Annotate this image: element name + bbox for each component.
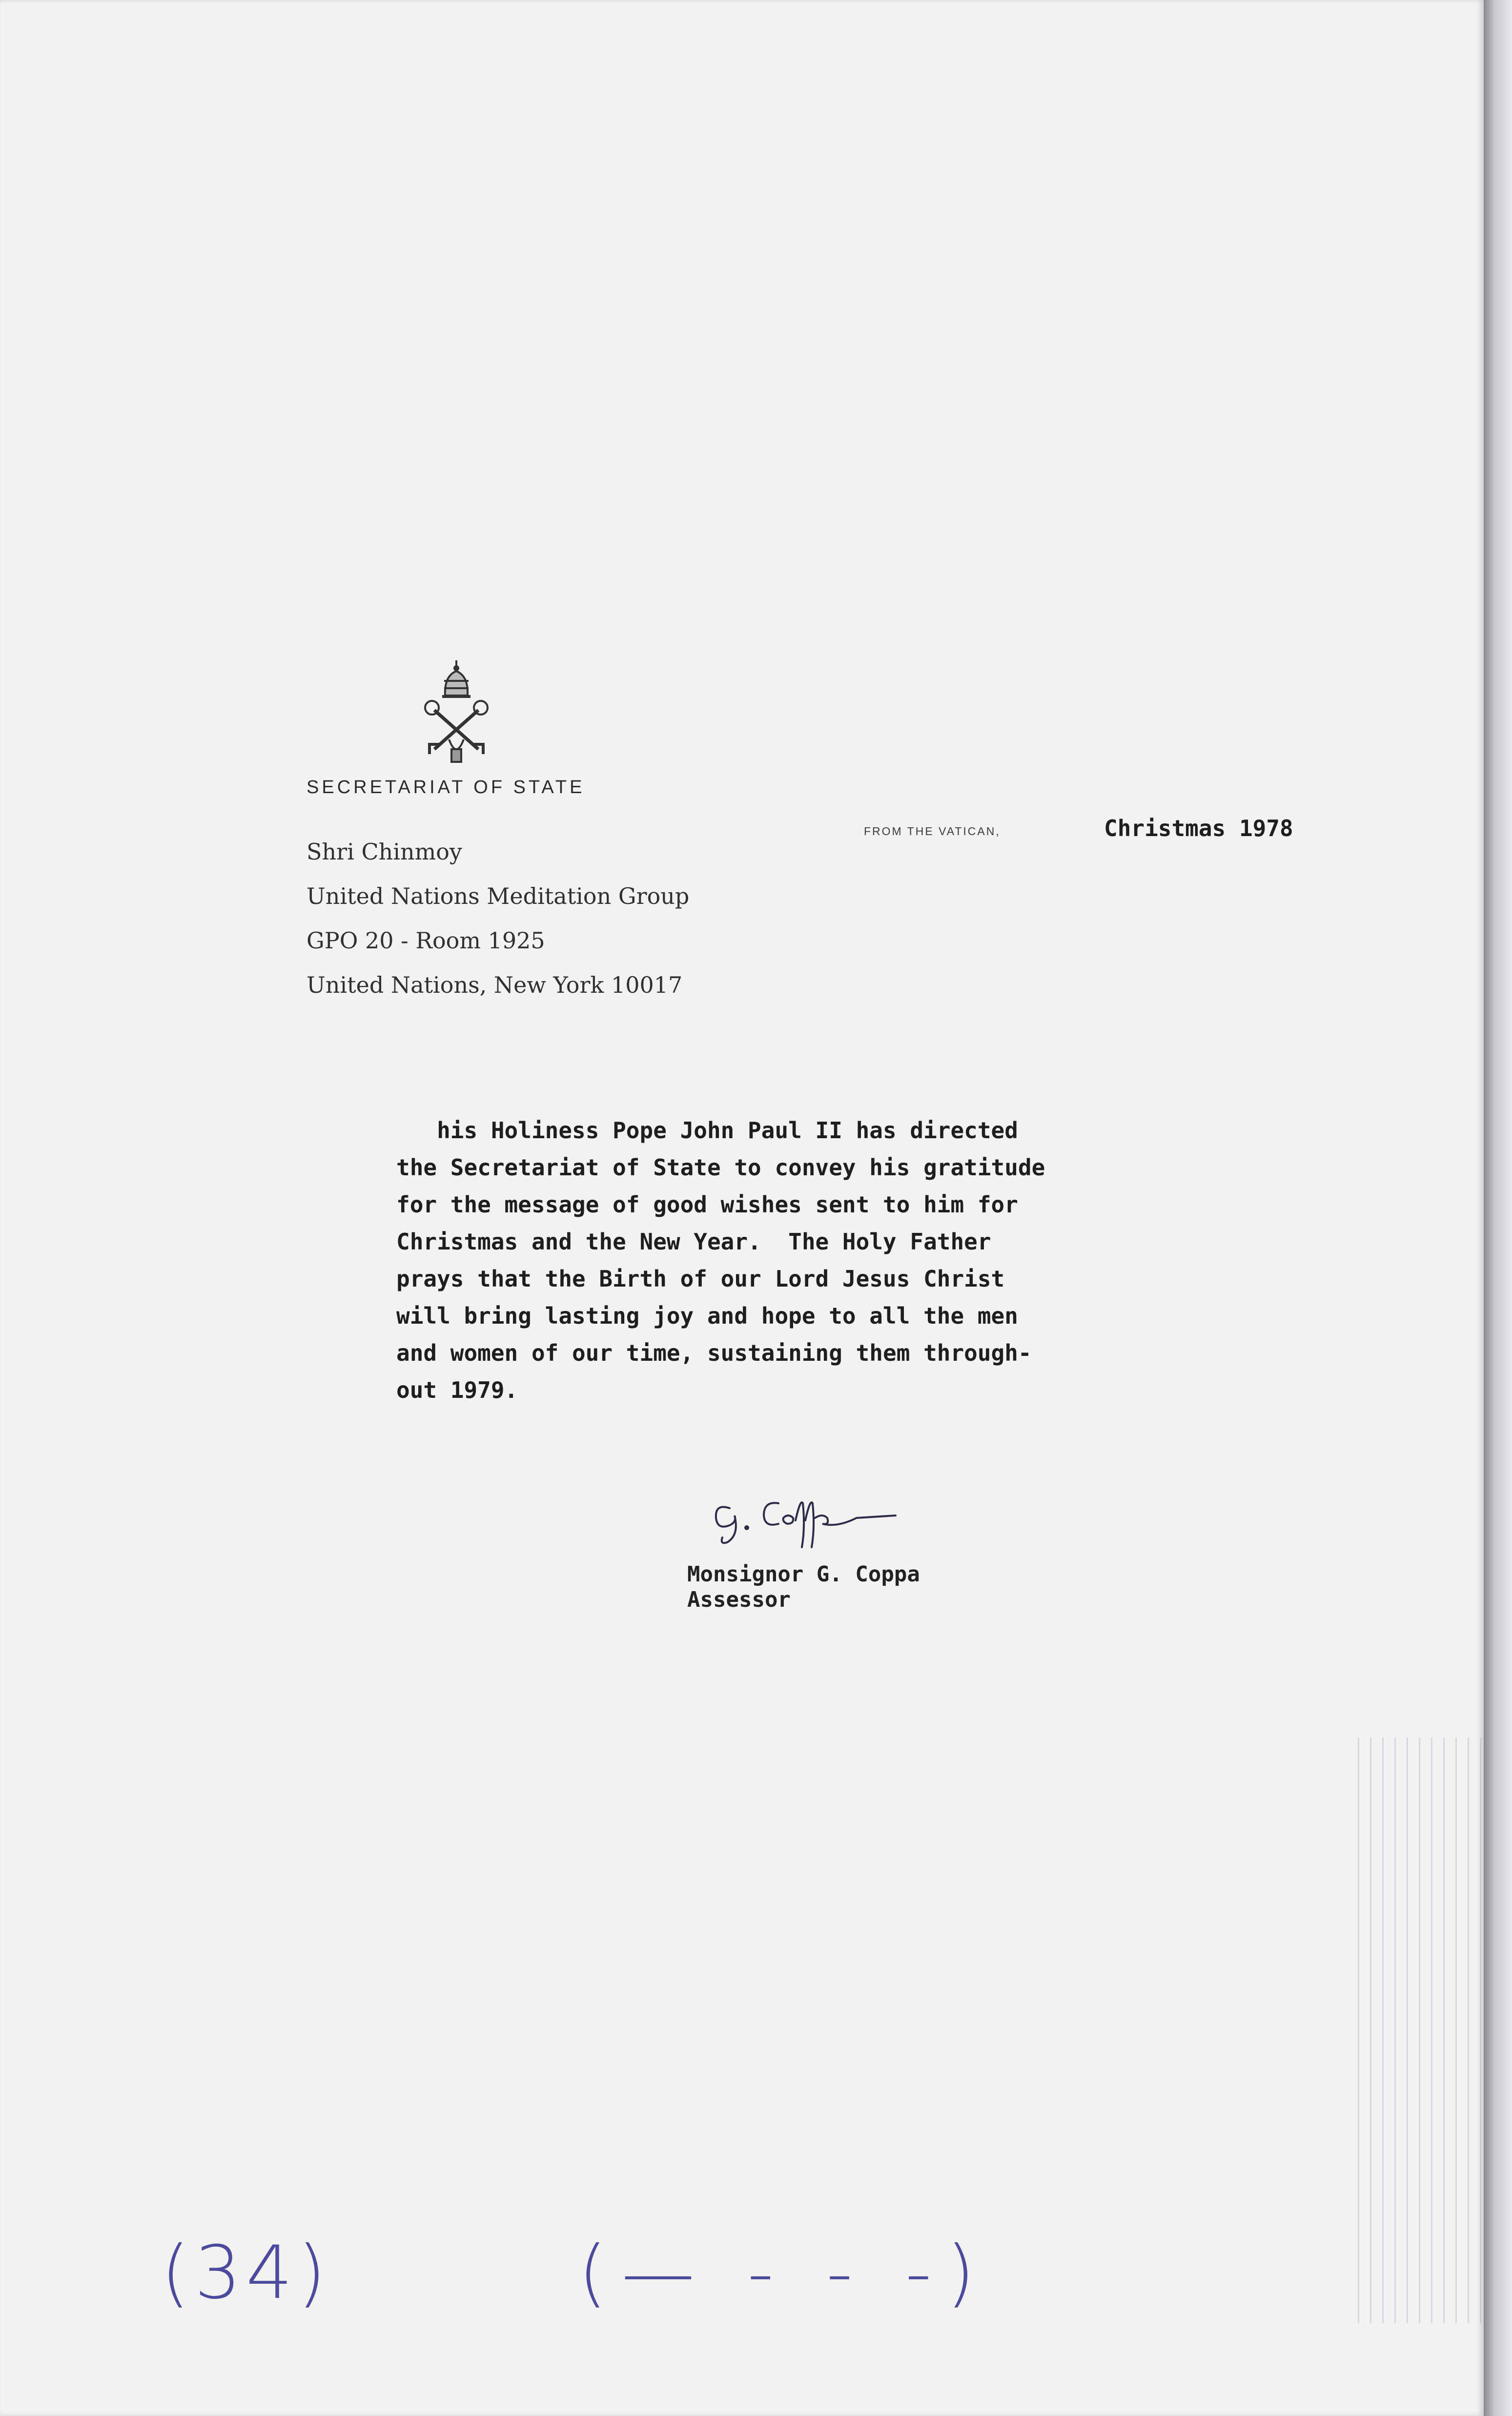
body-line: prays that the Birth of our Lord Jesus Christ <box>396 1266 1005 1292</box>
pencil-annotation-number: (34) <box>161 2231 331 2315</box>
address-line: GPO 20 - Room 1925 <box>306 927 545 954</box>
handwritten-signature <box>710 1489 915 1552</box>
origin-label: FROM THE VATICAN, <box>864 825 1001 838</box>
body-line: will bring lasting joy and hope to all the men <box>396 1303 1018 1329</box>
signatory-block <box>687 1562 920 1613</box>
body-line: Christmas and the New Year. The Holy Father <box>396 1228 991 1255</box>
body-line: for the message of good wishes sent to him for <box>396 1191 1018 1218</box>
papal-crest-icon <box>415 656 498 764</box>
scan-edge <box>1484 0 1512 2416</box>
letter-date: Christmas 1978 <box>1104 815 1293 841</box>
address-line: United Nations Meditation Group <box>306 883 690 909</box>
body-line: and women of our time, sustaining them through- <box>396 1340 1032 1366</box>
address-line: Shri Chinmoy <box>306 839 462 865</box>
body-line: the Secretariat of State to convey his gratitude <box>396 1154 1045 1181</box>
signatory-title: Assessor <box>687 1587 791 1612</box>
department-heading: SECRETARIAT OF STATE <box>306 777 585 798</box>
address-line: United Nations, New York 10017 <box>306 972 683 998</box>
letter-body <box>396 1112 1045 1409</box>
signatory-name: Monsignor G. Coppa <box>687 1562 920 1587</box>
recipient-address <box>306 830 689 1007</box>
pencil-annotation-dashes: (— - - -) <box>578 2231 990 2315</box>
body-line: out 1979. <box>396 1377 518 1403</box>
body-line: his Holiness Pope John Paul II has directed <box>396 1117 1018 1144</box>
paper-ruling <box>1347 1738 1484 2323</box>
